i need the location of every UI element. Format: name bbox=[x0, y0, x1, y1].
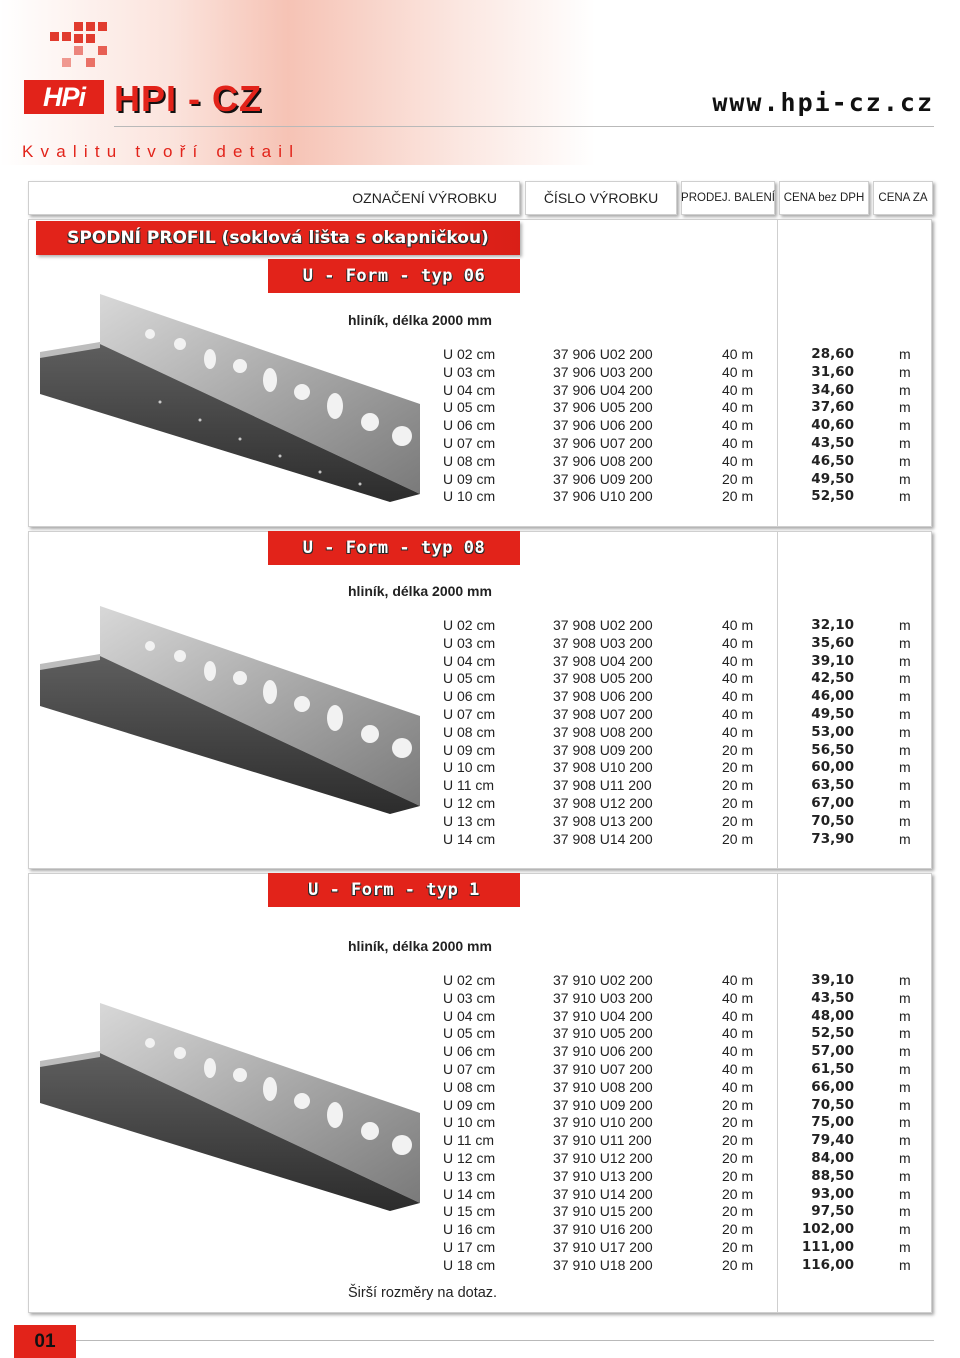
product-designation: U 09 cm bbox=[443, 470, 496, 487]
product-number: 37 906 U02 200 bbox=[553, 346, 653, 362]
product-number: 37 910 U11 200 bbox=[553, 1132, 652, 1149]
section-title: U - Form - typ 06 bbox=[268, 259, 520, 293]
page-number: 01 bbox=[14, 1325, 76, 1358]
table-row bbox=[0, 795, 960, 813]
table-row bbox=[0, 453, 960, 471]
product-price: 63,50 bbox=[811, 777, 854, 794]
price-unit: m bbox=[899, 1238, 911, 1255]
package-size: 20 m bbox=[722, 759, 754, 776]
table-row bbox=[0, 1097, 960, 1115]
product-price: 34,60 bbox=[811, 381, 854, 398]
product-number: 37 908 U02 200 bbox=[553, 617, 653, 633]
package-size: 40 m bbox=[722, 346, 754, 362]
product-number: 37 908 U03 200 bbox=[553, 634, 653, 651]
product-number: 37 908 U08 200 bbox=[553, 723, 653, 740]
product-designation: U 07 cm bbox=[443, 434, 496, 451]
price-unit: m bbox=[899, 670, 911, 687]
table-row bbox=[0, 1061, 960, 1079]
price-unit: m bbox=[899, 705, 911, 722]
package-size: 40 m bbox=[722, 989, 754, 1006]
package-size: 40 m bbox=[722, 1007, 754, 1024]
table-row bbox=[0, 1168, 960, 1186]
product-price: 57,00 bbox=[811, 1043, 854, 1060]
product-table-typ-08 bbox=[0, 617, 960, 848]
product-price: 43,50 bbox=[811, 989, 854, 1006]
price-unit: m bbox=[899, 1025, 911, 1042]
package-size: 20 m bbox=[722, 470, 754, 487]
price-unit: m bbox=[899, 470, 911, 487]
product-price: 88,50 bbox=[811, 1167, 854, 1184]
package-size: 40 m bbox=[722, 617, 754, 633]
package-size: 40 m bbox=[722, 670, 754, 687]
package-size: 20 m bbox=[722, 1114, 754, 1131]
package-size: 40 m bbox=[722, 434, 754, 451]
product-price: 39,10 bbox=[811, 972, 854, 988]
table-row bbox=[0, 759, 960, 777]
table-row bbox=[0, 1150, 960, 1168]
price-unit: m bbox=[899, 1256, 911, 1273]
product-designation: U 09 cm bbox=[443, 741, 496, 758]
package-size: 40 m bbox=[722, 1078, 754, 1095]
product-designation: U 10 cm bbox=[443, 488, 496, 505]
product-number: 37 908 U06 200 bbox=[553, 688, 653, 705]
product-price: 53,00 bbox=[811, 723, 854, 740]
package-size: 20 m bbox=[722, 1149, 754, 1166]
package-size: 40 m bbox=[722, 652, 754, 669]
price-unit: m bbox=[899, 652, 911, 669]
product-designation: U 17 cm bbox=[443, 1238, 496, 1255]
product-price: 56,50 bbox=[811, 741, 854, 758]
price-unit: m bbox=[899, 1221, 911, 1238]
product-number: 37 908 U11 200 bbox=[553, 777, 652, 794]
product-number: 37 910 U18 200 bbox=[553, 1256, 653, 1273]
package-size: 20 m bbox=[722, 1185, 754, 1202]
table-row bbox=[0, 813, 960, 831]
price-unit: m bbox=[899, 1114, 911, 1131]
product-price: 93,00 bbox=[811, 1185, 854, 1202]
column-header-price-per: CENA ZA bbox=[873, 181, 933, 215]
price-unit: m bbox=[899, 759, 911, 776]
product-number: 37 906 U06 200 bbox=[553, 417, 653, 434]
product-price: 66,00 bbox=[811, 1078, 854, 1095]
price-unit: m bbox=[899, 488, 911, 505]
price-unit: m bbox=[899, 1149, 911, 1166]
package-size: 20 m bbox=[722, 1167, 754, 1184]
product-price: 116,00 bbox=[801, 1256, 854, 1273]
product-number: 37 908 U05 200 bbox=[553, 670, 653, 687]
product-designation: U 03 cm bbox=[443, 634, 496, 651]
column-header-number: ČÍSLO VÝROBKU bbox=[525, 181, 677, 215]
price-unit: m bbox=[899, 1203, 911, 1220]
column-header-package: PRODEJ. BALENÍ bbox=[681, 181, 775, 215]
package-size: 40 m bbox=[722, 1043, 754, 1060]
price-unit: m bbox=[899, 417, 911, 434]
product-designation: U 07 cm bbox=[443, 705, 496, 722]
package-size: 40 m bbox=[722, 452, 754, 469]
package-size: 40 m bbox=[722, 399, 754, 416]
product-number: 37 910 U16 200 bbox=[553, 1221, 653, 1238]
product-designation: U 05 cm bbox=[443, 1025, 496, 1042]
product-number: 37 910 U15 200 bbox=[553, 1203, 653, 1220]
product-number: 37 908 U04 200 bbox=[553, 652, 653, 669]
package-size: 20 m bbox=[722, 830, 754, 847]
product-designation: U 08 cm bbox=[443, 452, 496, 469]
product-number: 37 906 U04 200 bbox=[553, 381, 653, 398]
product-price: 46,00 bbox=[811, 688, 854, 705]
price-unit: m bbox=[899, 346, 911, 362]
package-size: 20 m bbox=[722, 1096, 754, 1113]
product-designation: U 05 cm bbox=[443, 399, 496, 416]
footnote: Širší rozměry na dotaz. bbox=[348, 1285, 498, 1301]
price-unit: m bbox=[899, 972, 911, 988]
table-row bbox=[0, 417, 960, 435]
package-size: 40 m bbox=[722, 381, 754, 398]
product-price: 73,90 bbox=[811, 830, 854, 847]
product-price: 39,10 bbox=[811, 652, 854, 669]
table-row bbox=[0, 724, 960, 742]
product-designation: U 10 cm bbox=[443, 1114, 496, 1131]
section-material: hliník, délka 2000 mm bbox=[348, 583, 492, 599]
tagline: Kvalitu tvoří detail bbox=[22, 142, 301, 161]
table-row bbox=[0, 1025, 960, 1043]
product-designation: U 05 cm bbox=[443, 670, 496, 687]
section-title: U - Form - typ 1 bbox=[268, 873, 520, 907]
product-number: 37 908 U07 200 bbox=[553, 705, 653, 722]
product-number: 37 910 U12 200 bbox=[553, 1149, 653, 1166]
table-row bbox=[0, 635, 960, 653]
product-designation: U 09 cm bbox=[443, 1096, 496, 1113]
product-price: 67,00 bbox=[811, 794, 854, 811]
logo-text: HPi bbox=[42, 82, 85, 112]
product-number: 37 906 U07 200 bbox=[553, 434, 653, 451]
website-url[interactable]: www.hpi-cz.cz bbox=[712, 88, 934, 117]
table-row bbox=[0, 435, 960, 453]
product-price: 70,50 bbox=[811, 812, 854, 829]
product-number: 37 910 U14 200 bbox=[553, 1185, 653, 1202]
table-row bbox=[0, 364, 960, 382]
table-row bbox=[0, 990, 960, 1008]
product-number: 37 910 U04 200 bbox=[553, 1007, 653, 1024]
product-designation: U 11 cm bbox=[443, 1132, 495, 1149]
product-designation: U 06 cm bbox=[443, 417, 496, 434]
product-designation: U 14 cm bbox=[443, 1185, 496, 1202]
product-designation: U 04 cm bbox=[443, 1007, 496, 1024]
table-row bbox=[0, 1008, 960, 1026]
product-price: 52,50 bbox=[811, 1025, 854, 1042]
product-number: 37 910 U05 200 bbox=[553, 1025, 653, 1042]
section-material: hliník, délka 2000 mm bbox=[348, 312, 492, 328]
product-designation: U 06 cm bbox=[443, 688, 496, 705]
price-unit: m bbox=[899, 830, 911, 847]
package-size: 20 m bbox=[722, 812, 754, 829]
product-designation: U 03 cm bbox=[443, 363, 496, 380]
price-unit: m bbox=[899, 434, 911, 451]
product-number: 37 906 U03 200 bbox=[553, 363, 653, 380]
product-designation: U 04 cm bbox=[443, 381, 496, 398]
table-row bbox=[0, 471, 960, 489]
product-number: 37 910 U03 200 bbox=[553, 989, 653, 1006]
table-row bbox=[0, 742, 960, 760]
product-price: 28,60 bbox=[811, 346, 854, 362]
product-designation: U 08 cm bbox=[443, 1078, 496, 1095]
product-number: 37 910 U02 200 bbox=[553, 972, 653, 988]
product-price: 52,50 bbox=[811, 488, 854, 505]
product-price: 42,50 bbox=[811, 670, 854, 687]
section-title: U - Form - typ 08 bbox=[268, 531, 520, 565]
price-unit: m bbox=[899, 723, 911, 740]
product-price: 49,50 bbox=[811, 470, 854, 487]
package-size: 40 m bbox=[722, 723, 754, 740]
table-row bbox=[0, 346, 960, 364]
table-row bbox=[0, 1043, 960, 1061]
package-size: 40 m bbox=[722, 363, 754, 380]
package-size: 40 m bbox=[722, 972, 754, 988]
price-unit: m bbox=[899, 794, 911, 811]
category-title: SPODNÍ PROFIL (soklová lišta s okapničkou) bbox=[36, 221, 520, 255]
product-designation: U 02 cm bbox=[443, 346, 496, 362]
package-size: 20 m bbox=[722, 741, 754, 758]
product-designation: U 14 cm bbox=[443, 830, 496, 847]
package-size: 20 m bbox=[722, 488, 754, 505]
price-unit: m bbox=[899, 1078, 911, 1095]
price-unit: m bbox=[899, 1167, 911, 1184]
product-number: 37 910 U09 200 bbox=[553, 1096, 653, 1113]
product-designation: U 07 cm bbox=[443, 1060, 496, 1077]
product-price: 43,50 bbox=[811, 434, 854, 451]
product-price: 70,50 bbox=[811, 1096, 854, 1113]
price-unit: m bbox=[899, 363, 911, 380]
package-size: 20 m bbox=[722, 1256, 754, 1273]
price-unit: m bbox=[899, 812, 911, 829]
product-price: 35,60 bbox=[811, 634, 854, 651]
product-price: 61,50 bbox=[811, 1060, 854, 1077]
product-number: 37 908 U10 200 bbox=[553, 759, 653, 776]
product-designation: U 12 cm bbox=[443, 794, 496, 811]
table-row bbox=[0, 1079, 960, 1097]
product-number: 37 908 U13 200 bbox=[553, 812, 653, 829]
table-row bbox=[0, 1186, 960, 1204]
product-designation: U 13 cm bbox=[443, 812, 496, 829]
package-size: 20 m bbox=[722, 1238, 754, 1255]
table-row bbox=[0, 688, 960, 706]
package-size: 20 m bbox=[722, 1221, 754, 1238]
package-size: 20 m bbox=[722, 794, 754, 811]
product-designation: U 02 cm bbox=[443, 617, 496, 633]
column-header-designation: OZNAČENÍ VÝROBKU bbox=[28, 181, 520, 215]
table-row bbox=[0, 670, 960, 688]
logo-squares bbox=[50, 22, 120, 77]
package-size: 40 m bbox=[722, 705, 754, 722]
table-row bbox=[0, 706, 960, 724]
price-unit: m bbox=[899, 452, 911, 469]
table-row bbox=[0, 653, 960, 671]
price-unit: m bbox=[899, 741, 911, 758]
product-table-typ-06 bbox=[0, 346, 960, 506]
product-price: 46,50 bbox=[811, 452, 854, 469]
product-number: 37 910 U07 200 bbox=[553, 1060, 653, 1077]
footer-divider bbox=[76, 1340, 934, 1341]
product-designation: U 10 cm bbox=[443, 759, 496, 776]
product-number: 37 906 U05 200 bbox=[553, 399, 653, 416]
table-row bbox=[0, 1203, 960, 1221]
product-price: 37,60 bbox=[811, 399, 854, 416]
table-row bbox=[0, 1221, 960, 1239]
package-size: 20 m bbox=[722, 1203, 754, 1220]
price-unit: m bbox=[899, 1185, 911, 1202]
product-number: 37 906 U09 200 bbox=[553, 470, 653, 487]
package-size: 40 m bbox=[722, 1025, 754, 1042]
table-row bbox=[0, 972, 960, 990]
brand-name: HPI - CZ bbox=[114, 78, 262, 119]
product-number: 37 908 U09 200 bbox=[553, 741, 653, 758]
product-designation: U 02 cm bbox=[443, 972, 496, 988]
product-number: 37 908 U12 200 bbox=[553, 794, 653, 811]
product-table-typ-1 bbox=[0, 972, 960, 1275]
product-price: 75,00 bbox=[811, 1114, 854, 1131]
package-size: 40 m bbox=[722, 417, 754, 434]
table-row bbox=[0, 1239, 960, 1257]
price-unit: m bbox=[899, 1060, 911, 1077]
product-designation: U 03 cm bbox=[443, 989, 496, 1006]
product-price: 102,00 bbox=[801, 1221, 854, 1238]
price-unit: m bbox=[899, 1132, 911, 1149]
product-designation: U 16 cm bbox=[443, 1221, 496, 1238]
price-unit: m bbox=[899, 989, 911, 1006]
product-number: 37 910 U06 200 bbox=[553, 1043, 653, 1060]
product-designation: U 11 cm bbox=[443, 777, 495, 794]
product-number: 37 908 U14 200 bbox=[553, 830, 653, 847]
product-price: 60,00 bbox=[811, 759, 854, 776]
package-size: 20 m bbox=[722, 1132, 754, 1149]
product-price: 97,50 bbox=[811, 1203, 854, 1220]
package-size: 40 m bbox=[722, 1060, 754, 1077]
section-material: hliník, délka 2000 mm bbox=[348, 938, 492, 954]
price-unit: m bbox=[899, 634, 911, 651]
product-designation: U 15 cm bbox=[443, 1203, 496, 1220]
table-row bbox=[0, 831, 960, 849]
column-header-price: CENA bez DPH bbox=[779, 181, 869, 215]
price-unit: m bbox=[899, 617, 911, 633]
table-row bbox=[0, 1257, 960, 1275]
package-size: 40 m bbox=[722, 688, 754, 705]
table-row bbox=[0, 488, 960, 506]
product-designation: U 06 cm bbox=[443, 1043, 496, 1060]
product-price: 40,60 bbox=[811, 417, 854, 434]
product-designation: U 18 cm bbox=[443, 1256, 496, 1273]
price-unit: m bbox=[899, 1007, 911, 1024]
price-unit: m bbox=[899, 777, 911, 794]
table-row bbox=[0, 777, 960, 795]
table-row bbox=[0, 1114, 960, 1132]
product-price: 79,40 bbox=[811, 1132, 854, 1149]
product-price: 49,50 bbox=[811, 705, 854, 722]
product-designation: U 04 cm bbox=[443, 652, 496, 669]
price-unit: m bbox=[899, 688, 911, 705]
product-number: 37 906 U10 200 bbox=[553, 488, 653, 505]
product-designation: U 08 cm bbox=[443, 723, 496, 740]
header-divider bbox=[114, 126, 934, 127]
package-size: 40 m bbox=[722, 634, 754, 651]
product-number: 37 910 U10 200 bbox=[553, 1114, 653, 1131]
product-number: 37 910 U13 200 bbox=[553, 1167, 653, 1184]
product-price: 48,00 bbox=[811, 1007, 854, 1024]
table-row bbox=[0, 617, 960, 635]
price-unit: m bbox=[899, 1096, 911, 1113]
table-row bbox=[0, 382, 960, 400]
table-row bbox=[0, 1132, 960, 1150]
package-size: 20 m bbox=[722, 777, 754, 794]
product-price: 111,00 bbox=[801, 1238, 854, 1255]
product-designation: U 12 cm bbox=[443, 1149, 496, 1166]
product-number: 37 906 U08 200 bbox=[553, 452, 653, 469]
product-designation: U 13 cm bbox=[443, 1167, 496, 1184]
product-price: 84,00 bbox=[811, 1149, 854, 1166]
product-number: 37 910 U17 200 bbox=[553, 1238, 653, 1255]
product-number: 37 910 U08 200 bbox=[553, 1078, 653, 1095]
price-unit: m bbox=[899, 1043, 911, 1060]
product-price: 31,60 bbox=[811, 363, 854, 380]
product-price: 32,10 bbox=[811, 617, 854, 633]
price-unit: m bbox=[899, 399, 911, 416]
price-unit: m bbox=[899, 381, 911, 398]
table-row bbox=[0, 399, 960, 417]
